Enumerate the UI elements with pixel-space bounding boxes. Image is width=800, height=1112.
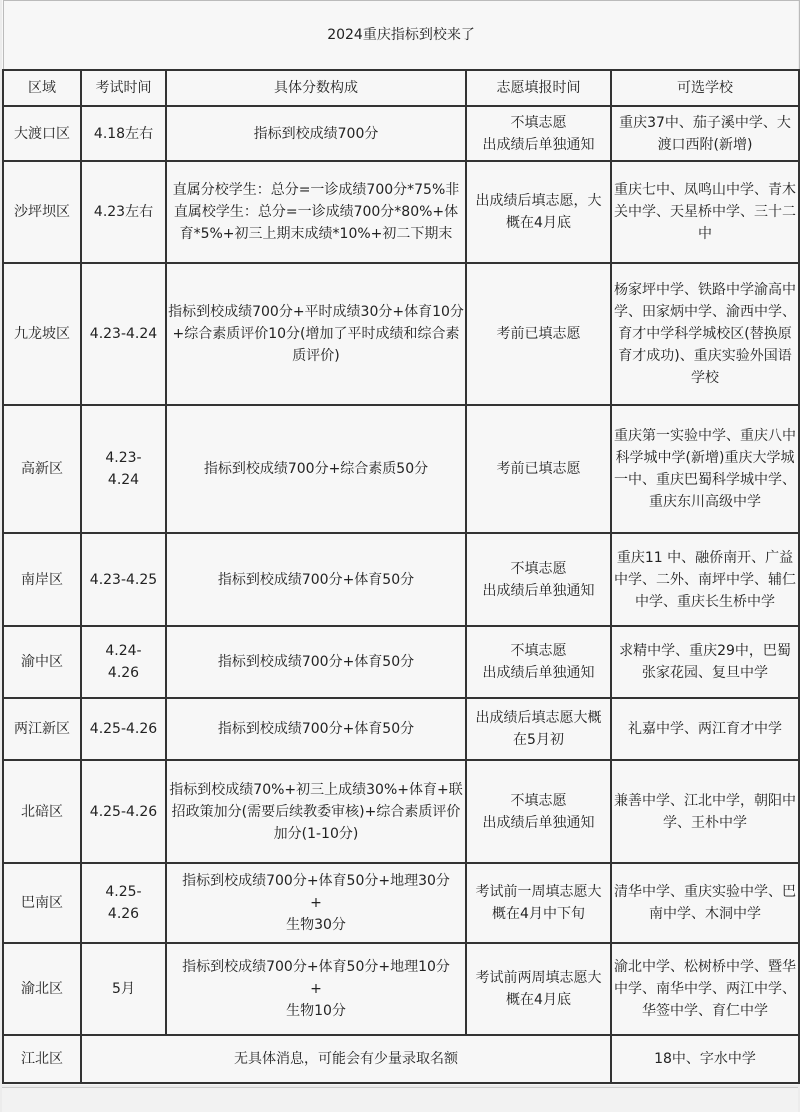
score-cell: 直属分校学生：总分=一诊成绩700分*75%非直属校学生：总分=一诊成绩700分*80%+体育*5%+初三上期末成绩*10%+初二下期末 (166, 161, 466, 263)
district-cell: 渝中区 (3, 626, 81, 698)
apply-time-cell: 不填志愿 出成绩后单独通知 (466, 106, 611, 161)
exam-time-cell: 4.25- 4.26 (81, 863, 166, 943)
table-row (3, 698, 799, 760)
exam-time-cell: 4.23-4.24 (81, 263, 166, 405)
apply-time-cell: 不填志愿 出成绩后单独通知 (466, 626, 611, 698)
schools-cell: 礼嘉中学、两江育才中学 (611, 698, 799, 760)
apply-time-cell: 不填志愿 出成绩后单独通知 (466, 533, 611, 626)
apply-time-cell: 不填志愿 出成绩后单独通知 (466, 760, 611, 863)
score-cell: 指标到校成绩700分+平时成绩30分+体育10分+综合素质评价10分(增加了平时成绩和综合素质评价) (166, 263, 466, 405)
schools-cell: 求精中学、重庆29中，巴蜀张家花园、复旦中学 (611, 626, 799, 698)
table-row (3, 1035, 799, 1083)
score-cell: 指标到校成绩700分+体育50分+地理10分 + 生物10分 (166, 943, 466, 1035)
apply-time-cell: 考前已填志愿 (466, 263, 611, 405)
exam-time-cell: 4.23左右 (81, 161, 166, 263)
table-row (3, 533, 799, 626)
district-cell: 大渡口区 (3, 106, 81, 161)
table-row (3, 263, 799, 405)
district-cell: 北碚区 (3, 760, 81, 863)
apply-time-cell: 考前已填志愿 (466, 405, 611, 533)
header-district: 区域 (3, 70, 81, 106)
schools-cell: 杨家坪中学、铁路中学渝高中学、田家炳中学、渝西中学、育才中学科学城校区(替换原育才成功)、重庆实验外国语学校 (611, 263, 799, 405)
table-sheet (2, 0, 798, 1085)
apply-time-cell: 出成绩后填志愿，大概在4月底 (466, 161, 611, 263)
schools-cell: 清华中学、重庆实验中学、巴南中学、木洞中学 (611, 863, 799, 943)
table-row (3, 943, 799, 1035)
header-schools: 可选学校 (611, 70, 799, 106)
schools-cell: 重庆七中、凤鸣山中学、青木关中学、天星桥中学、三十二中 (611, 161, 799, 263)
table-row (3, 106, 799, 161)
table-title: 2024重庆指标到校来了 (3, 1, 799, 71)
info-cell: 无具体消息，可能会有少量录取名额 (81, 1035, 611, 1083)
score-cell: 指标到校成绩700分+体育50分+地理30分 + 生物30分 (166, 863, 466, 943)
district-cell: 沙坪坝区 (3, 161, 81, 263)
district-cell: 高新区 (3, 405, 81, 533)
header-score: 具体分数构成 (166, 70, 466, 106)
score-cell: 指标到校成绩700分+体育50分 (166, 533, 466, 626)
exam-time-cell: 4.25-4.26 (81, 698, 166, 760)
header-apply-time: 志愿填报时间 (466, 70, 611, 106)
exam-time-cell: 4.23- 4.24 (81, 405, 166, 533)
score-cell: 指标到校成绩700分+综合素质50分 (166, 405, 466, 533)
schools-cell: 渝北中学、松树桥中学、暨华中学、南华中学、两江中学、华签中学、育仁中学 (611, 943, 799, 1035)
district-cell: 江北区 (3, 1035, 81, 1083)
header-row (3, 70, 799, 106)
apply-time-cell: 出成绩后填志愿大概在5月初 (466, 698, 611, 760)
score-cell: 指标到校成绩70%+初三上成绩30%+体育+联招政策加分(需要后续教委审核)+综合素质评价加分(1-10分) (166, 760, 466, 863)
table-row (3, 161, 799, 263)
district-cell: 巴南区 (3, 863, 81, 943)
table-row (3, 626, 799, 698)
apply-time-cell: 考试前两周填志愿大概在4月底 (466, 943, 611, 1035)
district-cell: 两江新区 (3, 698, 81, 760)
district-cell: 渝北区 (3, 943, 81, 1035)
table-row (3, 760, 799, 863)
exam-time-cell: 4.25-4.26 (81, 760, 166, 863)
exam-time-cell: 4.24- 4.26 (81, 626, 166, 698)
schools-cell: 重庆第一实验中学、重庆八中科学城中学(新增)重庆大学城一中、重庆巴蜀科学城中学、重庆东川高级中学 (611, 405, 799, 533)
table-row (3, 405, 799, 533)
page-footer (2, 1087, 798, 1112)
district-cell: 南岸区 (3, 533, 81, 626)
exam-time-cell: 4.18左右 (81, 106, 166, 161)
score-cell: 指标到校成绩700分+体育50分 (166, 626, 466, 698)
admission-table (2, 0, 800, 1084)
schools-cell: 18中、字水中学 (611, 1035, 799, 1083)
schools-cell: 重庆11 中、融侨南开、广益中学、二外、南坪中学、辅仁中学、重庆长生桥中学 (611, 533, 799, 626)
schools-cell: 重庆37中、茄子溪中学、大渡口西附(新增) (611, 106, 799, 161)
district-cell: 九龙坡区 (3, 263, 81, 405)
header-exam-time: 考试时间 (81, 70, 166, 106)
schools-cell: 兼善中学、江北中学，朝阳中学、王朴中学 (611, 760, 799, 863)
table-row (3, 863, 799, 943)
exam-time-cell: 5月 (81, 943, 166, 1035)
score-cell: 指标到校成绩700分 (166, 106, 466, 161)
score-cell: 指标到校成绩700分+体育50分 (166, 698, 466, 760)
exam-time-cell: 4.23-4.25 (81, 533, 166, 626)
apply-time-cell: 考试前一周填志愿大概在4月中下旬 (466, 863, 611, 943)
